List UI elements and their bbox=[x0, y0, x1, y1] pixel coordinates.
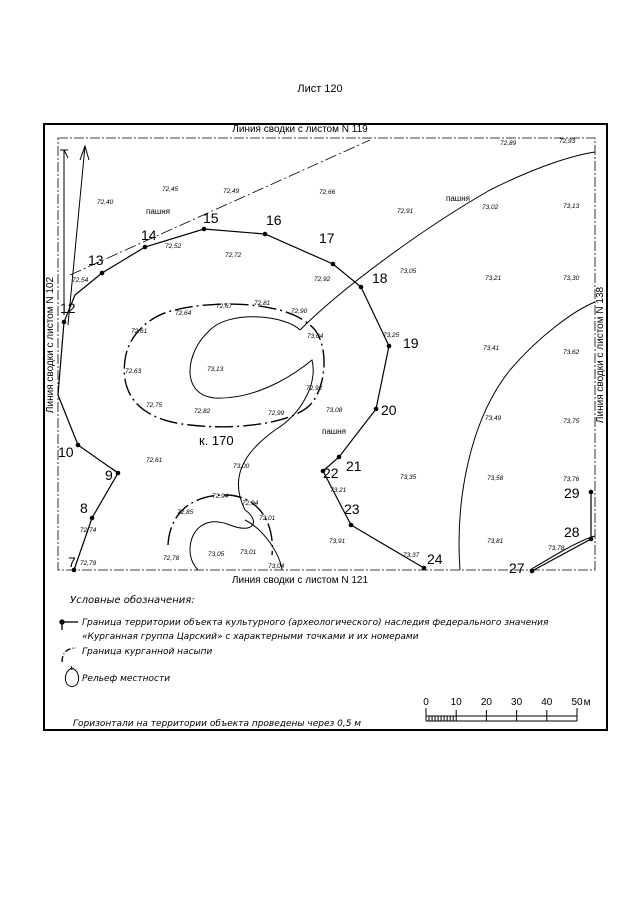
elevation-value: 73,62 bbox=[563, 349, 580, 356]
elevation-value: 73,05 bbox=[400, 268, 417, 275]
boundary-point-marker bbox=[387, 344, 392, 349]
boundary-point-label: 23 bbox=[344, 501, 360, 517]
elevation-value: 72,85 bbox=[177, 509, 194, 516]
elevation-value: 72,40 bbox=[97, 199, 114, 206]
elevation-value: 72,49 bbox=[223, 188, 240, 195]
elevation-value: 72,74 bbox=[80, 527, 97, 534]
elevation-value: 72,91 bbox=[397, 208, 414, 215]
elevation-value: 73,08 bbox=[326, 407, 343, 414]
scale-tick-label: 20 bbox=[480, 697, 492, 708]
land-use-label: пашня bbox=[146, 207, 170, 216]
legend-item-1-line1: Граница территории объекта культурного (археологического) наследия федерального значения bbox=[82, 618, 549, 628]
boundary-point-marker bbox=[359, 285, 364, 290]
boundary-points bbox=[58, 210, 593, 576]
elevation-value: 72,92 bbox=[314, 276, 331, 283]
boundary-point-label: 27 bbox=[509, 560, 525, 576]
contour-interval-note: Горизонтали на территории объекта проведены через 0,5 м bbox=[73, 719, 362, 729]
edge-label-bottom: Линия сводки с листом N 121 bbox=[231, 575, 369, 586]
elevation-value: 73,81 bbox=[487, 538, 504, 545]
scale-tick-label: 50 bbox=[571, 697, 583, 708]
boundary-point-marker bbox=[100, 271, 105, 276]
scale-tick-label: 40 bbox=[541, 697, 553, 708]
elevation-marks bbox=[72, 138, 580, 570]
elevation-value: 73,00 bbox=[233, 463, 250, 470]
elevation-value: 72,45 bbox=[162, 186, 179, 193]
elevation-value: 73,25 bbox=[383, 332, 400, 339]
contour-line-corner bbox=[530, 536, 595, 570]
elevation-value: 73,35 bbox=[400, 474, 417, 481]
elevation-value: 72,94 bbox=[212, 493, 229, 500]
contour-icon bbox=[65, 666, 78, 687]
boundary-point-marker bbox=[349, 523, 354, 528]
elevation-value: 72,64 bbox=[175, 310, 192, 317]
scale-tick-label: 30 bbox=[511, 697, 523, 708]
boundary-point-label: 29 bbox=[564, 485, 580, 501]
relief-contours bbox=[190, 152, 595, 570]
boundary-point-marker bbox=[337, 455, 342, 460]
elevation-value: 72,63 bbox=[125, 368, 142, 375]
elevation-value: 72,94 bbox=[242, 500, 259, 507]
elevation-value: 73,05 bbox=[208, 551, 225, 558]
contour-line-lower bbox=[190, 510, 253, 570]
boundary-point-label: 20 bbox=[381, 402, 397, 418]
edge-label-right: Линия сводки с листом N 138 bbox=[595, 286, 606, 424]
heritage-boundary-west bbox=[58, 229, 424, 570]
elevation-value: 72,54 bbox=[72, 277, 89, 284]
elevation-value: 73,91 bbox=[329, 538, 346, 545]
elevation-value: 73,58 bbox=[487, 475, 504, 482]
boundary-point-marker bbox=[422, 566, 427, 571]
boundary-point-marker bbox=[143, 245, 148, 250]
elevation-value: 73,04 bbox=[268, 563, 285, 570]
boundary-point-marker bbox=[589, 537, 594, 542]
boundary-point-marker bbox=[116, 471, 121, 476]
boundary-point-label: 14 bbox=[141, 227, 157, 243]
elevation-value: 72,75 bbox=[146, 402, 163, 409]
boundary-point-label: 12 bbox=[60, 300, 76, 316]
elevation-value: 72,78 bbox=[163, 555, 180, 562]
elevation-value: 72,52 bbox=[165, 243, 182, 250]
scale-bar bbox=[426, 708, 577, 721]
elevation-value: 73,01 bbox=[240, 549, 257, 556]
contour-line-top bbox=[300, 152, 595, 330]
elevation-value: 72,99 bbox=[268, 410, 285, 417]
boundary-point-label: 21 bbox=[346, 458, 362, 474]
sheet-join-frame bbox=[58, 138, 595, 570]
elevation-value: 72,89 bbox=[500, 140, 517, 147]
boundary-point-marker bbox=[90, 516, 95, 521]
elevation-value: 73,75 bbox=[563, 418, 580, 425]
elevation-value: 73,21 bbox=[330, 487, 347, 494]
land-use-label: пашня bbox=[446, 194, 470, 203]
land-use-label: пашня bbox=[322, 427, 346, 436]
elevation-value: 73,04 bbox=[307, 333, 324, 340]
elevation-value: 72,93 bbox=[559, 138, 576, 145]
elevation-value: 73,13 bbox=[207, 366, 224, 373]
boundary-point-label: 9 bbox=[105, 467, 113, 483]
boundary-point-marker bbox=[589, 490, 594, 495]
field-edge-line bbox=[70, 140, 370, 275]
boundary-point-marker bbox=[202, 227, 207, 232]
elevation-value: 72,61 bbox=[131, 328, 148, 335]
boundary-point-label: 16 bbox=[266, 212, 282, 228]
elevation-value: 72,67 bbox=[216, 303, 233, 310]
boundary-point-label: 15 bbox=[203, 210, 219, 226]
elevation-value: 72,90 bbox=[291, 308, 308, 315]
mound-boundary-icon bbox=[62, 648, 76, 662]
boundary-point-label: 22 bbox=[323, 465, 339, 481]
boundary-point-marker bbox=[76, 443, 81, 448]
boundary-point-marker bbox=[530, 569, 535, 574]
boundary-point-marker bbox=[374, 407, 379, 412]
boundary-point-label: 19 bbox=[403, 335, 419, 351]
elevation-value: 72,79 bbox=[80, 560, 97, 567]
legend-item-1-line2: «Курганная группа Царский» с характерными точками и их номерами bbox=[82, 632, 419, 642]
elevation-value: 73,30 bbox=[563, 275, 580, 282]
legend-item-3: Рельеф местности bbox=[82, 674, 171, 684]
elevation-value: 72,92 bbox=[306, 385, 323, 392]
scale-bar-labels bbox=[423, 697, 583, 708]
heritage-boundary-east bbox=[532, 492, 591, 571]
edge-label-left: Линия сводки с листом N 102 bbox=[45, 276, 56, 414]
boundary-point-label: 17 bbox=[319, 230, 335, 246]
boundary-point-marker bbox=[263, 232, 268, 237]
boundary-point-label: 13 bbox=[88, 252, 104, 268]
elevation-value: 72,72 bbox=[225, 252, 242, 259]
sheet-title: Лист 120 bbox=[297, 83, 343, 95]
scale-tick-label: 10 bbox=[450, 697, 462, 708]
elevation-value: 73,21 bbox=[485, 275, 502, 282]
edge-label-top: Линия сводки с листом N 119 bbox=[232, 124, 368, 135]
elevation-value: 73,76 bbox=[563, 476, 580, 483]
elevation-value: 72,61 bbox=[146, 457, 163, 464]
scale-bar-unit: м bbox=[583, 697, 591, 708]
boundary-point-marker bbox=[62, 320, 67, 325]
boundary-point-label: 24 bbox=[427, 551, 443, 567]
mound-label: к. 170 bbox=[199, 433, 234, 448]
boundary-point-label: 10 bbox=[58, 444, 74, 460]
elevation-value: 73,02 bbox=[482, 204, 499, 211]
north-arrow-icon bbox=[60, 146, 89, 325]
boundary-point-marker bbox=[331, 262, 336, 267]
boundary-point-label: 18 bbox=[372, 270, 388, 286]
scale-tick-label: 0 bbox=[423, 697, 429, 708]
elevation-value: 72,81 bbox=[254, 300, 271, 307]
legend-title: Условные обозначения: bbox=[70, 595, 195, 606]
elevation-value: 73,13 bbox=[563, 203, 580, 210]
elevation-value: 73,49 bbox=[485, 415, 502, 422]
elevation-value: 73,01 bbox=[259, 515, 276, 522]
elevation-value: 73,37 bbox=[403, 552, 420, 559]
boundary-point-label: 28 bbox=[564, 524, 580, 540]
boundary-point-label: 7 bbox=[68, 554, 76, 570]
elevation-value: 72,66 bbox=[319, 189, 336, 196]
legend-item-2: Граница курганной насыпи bbox=[82, 647, 213, 657]
elevation-value: 73,78 bbox=[548, 545, 565, 552]
boundary-point-label: 8 bbox=[80, 500, 88, 516]
boundary-line-icon bbox=[60, 620, 78, 630]
elevation-value: 72,82 bbox=[194, 408, 211, 415]
elevation-value: 73,41 bbox=[483, 345, 500, 352]
